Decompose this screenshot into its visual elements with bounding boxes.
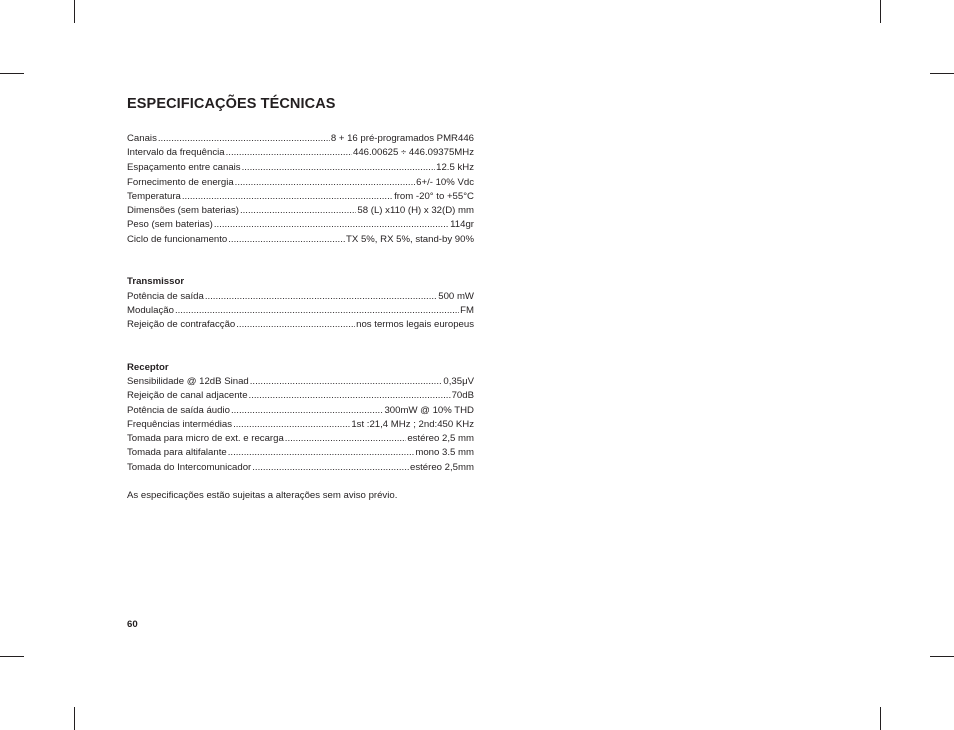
leader-dots: [240, 204, 356, 218]
spec-row: [127, 304, 474, 318]
leader-dots: [252, 461, 409, 475]
spec-row: [127, 146, 474, 160]
spec-row: [127, 132, 474, 146]
spec-label: Rejeição de canal adjacente: [127, 390, 248, 401]
leader-dots: [242, 161, 436, 175]
spec-value: 6+/- 10% Vdc: [416, 177, 474, 188]
spec-label: Tomada para altifalante: [127, 447, 227, 458]
spec-row: [127, 318, 474, 332]
spec-label: Fornecimento de energia: [127, 177, 234, 188]
spec-row: [127, 418, 474, 432]
spec-value: 70dB: [451, 390, 474, 401]
spec-value: 1st :21,4 MHz ; 2nd:450 KHz: [351, 419, 474, 430]
spec-row: [127, 290, 474, 304]
spec-value: 500 mW: [438, 291, 474, 302]
spec-value: 12.5 kHz: [436, 162, 474, 173]
spec-row: [127, 389, 474, 403]
spec-label: Espaçamento entre canais: [127, 162, 241, 173]
spec-label: Tomada do Intercomunicador: [127, 462, 252, 473]
spec-value: 0,35μV: [443, 376, 474, 387]
spec-row: [127, 404, 474, 418]
spec-row: [127, 233, 474, 247]
spec-label: Intervalo da frequência: [127, 147, 225, 158]
spec-row: [127, 176, 474, 190]
spec-label: Potência de saída: [127, 291, 204, 302]
crop-mark: [74, 707, 75, 730]
spec-row: [127, 375, 474, 389]
disclaimer-note: As especificações estão sujeitas a alterações sem aviso prévio.: [127, 490, 398, 501]
leader-dots: [228, 233, 345, 247]
crop-mark: [0, 73, 24, 74]
spec-row: [127, 190, 474, 204]
spec-value: from -20° to +55°C: [394, 191, 474, 202]
leader-dots: [236, 318, 355, 332]
section-heading-receiver: Receptor: [127, 362, 169, 373]
spec-value: 8 + 16 pré-programados PMR446: [330, 133, 474, 144]
spec-value: 114gr: [450, 219, 474, 230]
leader-dots: [250, 375, 443, 389]
leader-dots: [285, 432, 407, 446]
page-title: ESPECIFICAÇÕES TÉCNICAS: [127, 96, 336, 112]
spec-label: Frequências intermédias: [127, 419, 233, 430]
spec-value: TX 5%, RX 5%, stand-by 90%: [346, 234, 474, 245]
spec-row: [127, 432, 474, 446]
spec-label: Canais: [127, 133, 157, 144]
spec-value: FM: [460, 305, 474, 316]
spec-row: [127, 446, 474, 460]
spec-label: Dimensões (sem baterias): [127, 205, 239, 216]
spec-label: Sensibilidade @ 12dB Sinad: [127, 376, 249, 387]
leader-dots: [158, 132, 330, 146]
spec-label: Peso (sem baterias): [127, 219, 213, 230]
crop-mark: [930, 656, 954, 657]
leader-dots: [205, 290, 437, 304]
page-number: 60: [127, 619, 138, 630]
spec-row: [127, 161, 474, 175]
spec-value: 446.00625 ÷ 446.09375MHz: [352, 147, 474, 158]
crop-mark: [930, 73, 954, 74]
leader-dots: [182, 190, 393, 204]
spec-value: estéreo 2,5mm: [410, 462, 474, 473]
spec-value: 58 (L) x110 (H) x 32(D) mm: [357, 205, 474, 216]
crop-mark: [0, 656, 24, 657]
crop-mark: [880, 0, 881, 23]
spec-label: Modulação: [127, 305, 174, 316]
spec-label: Potência de saída áudio: [127, 405, 230, 416]
spec-value: nos termos legais europeus: [356, 319, 474, 330]
spec-label: Rejeição de contrafacção: [127, 319, 236, 330]
leader-dots: [235, 176, 415, 190]
spec-label: Ciclo de funcionamento: [127, 234, 228, 245]
spec-row: [127, 218, 474, 232]
crop-mark: [880, 707, 881, 730]
leader-dots: [233, 418, 350, 432]
spec-value: estéreo 2,5 mm: [407, 433, 474, 444]
section-heading-transmitter: Transmissor: [127, 276, 185, 287]
spec-row: [127, 204, 474, 218]
leader-dots: [226, 146, 352, 160]
spec-row: [127, 461, 474, 475]
spec-value: mono 3.5 mm: [415, 447, 474, 458]
spec-label: Tomada para micro de ext. e recarga: [127, 433, 284, 444]
spec-value: 300mW @ 10% THD: [384, 405, 474, 416]
crop-mark: [74, 0, 75, 23]
spec-label: Temperatura: [127, 191, 181, 202]
leader-dots: [249, 389, 451, 403]
leader-dots: [214, 218, 449, 232]
leader-dots: [175, 304, 459, 318]
leader-dots: [231, 404, 384, 418]
leader-dots: [228, 446, 415, 460]
